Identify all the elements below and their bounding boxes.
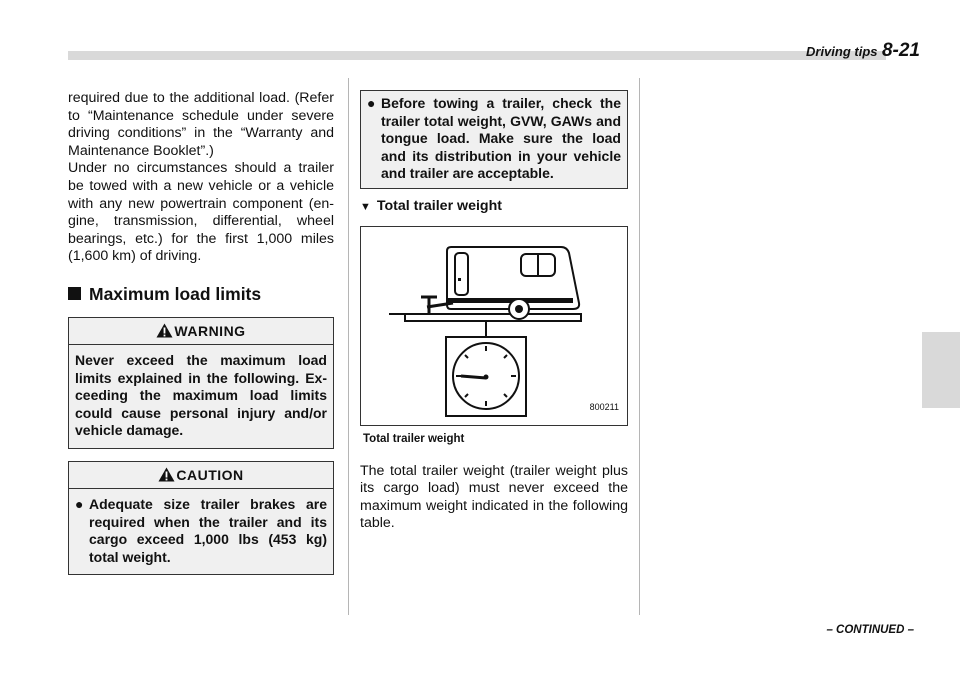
header-rule [68, 51, 886, 60]
body-paragraph: Under no circumstances should a trailer be towed with a new vehicle or a vehicle with any new powertrain component (en-gine, transmission, differential, wheel bearings, etc.) for the first 1,000 miles (1,600 km) of driving. [68, 160, 334, 265]
caution-triangle-icon [158, 467, 175, 482]
trailer-weight-figure [360, 226, 628, 426]
caution-text: Before towing a trailer, check the trailer total weight, GVW, GAWs and tongue load. Make sure the load and its distribution in your vehicle and trailer are acceptable. [381, 95, 621, 182]
caution-label: CAUTION [176, 466, 244, 483]
figure-code: 800211 [589, 402, 619, 413]
column-middle [360, 90, 628, 533]
warning-box [68, 317, 334, 449]
square-bullet-icon [68, 287, 81, 300]
list-item [75, 496, 327, 566]
section-heading-text: Maximum load limits [89, 283, 262, 304]
section-heading [68, 283, 334, 305]
continued-caution-box [360, 90, 628, 189]
column-left [68, 90, 334, 575]
caution-box [68, 461, 334, 575]
triangle-bullet-icon: ▼ [360, 200, 371, 213]
column-divider [348, 78, 349, 615]
body-paragraph: required due to the additional load. (Refer to “Maintenance schedule under severe driving conditions” in the “Warranty and Maintenance Booklet”.) [68, 90, 334, 159]
trailer-on-scale-illustration [361, 227, 629, 427]
caution-body [69, 489, 333, 574]
warning-header [69, 318, 333, 345]
subsection-heading-text: Total trailer weight [376, 197, 502, 214]
figure-caption: Total trailer weight [363, 432, 465, 445]
caution-header [69, 462, 333, 489]
list-item [367, 95, 621, 183]
warning-label: WARNING [174, 322, 246, 339]
subsection-heading [360, 197, 628, 216]
continued-footer: – CONTINUED – [826, 624, 914, 636]
chapter-tab [922, 332, 960, 408]
column-divider [639, 78, 640, 615]
bullet-icon: ● [367, 95, 376, 111]
header-section-title: Driving tips [806, 44, 878, 59]
warning-text: Never exceed the maximum load limits explained in the following. Ex-ceeding the maximum load limits could cause personal injury and/or vehicle damage. [75, 351, 327, 439]
body-paragraph: The total trailer weight (trailer weight plus its cargo load) must never exceed the maximum weight indicated in the following table. [360, 462, 628, 532]
warning-triangle-icon [156, 323, 173, 338]
header-page-number: 8-21 [881, 40, 920, 61]
caution-text: Adequate size trailer brakes are required when the trailer and its cargo exceed 1,000 lbs (453 kg) total weight. [89, 495, 327, 565]
bullet-icon: ● [75, 495, 84, 512]
page-header [806, 40, 920, 62]
